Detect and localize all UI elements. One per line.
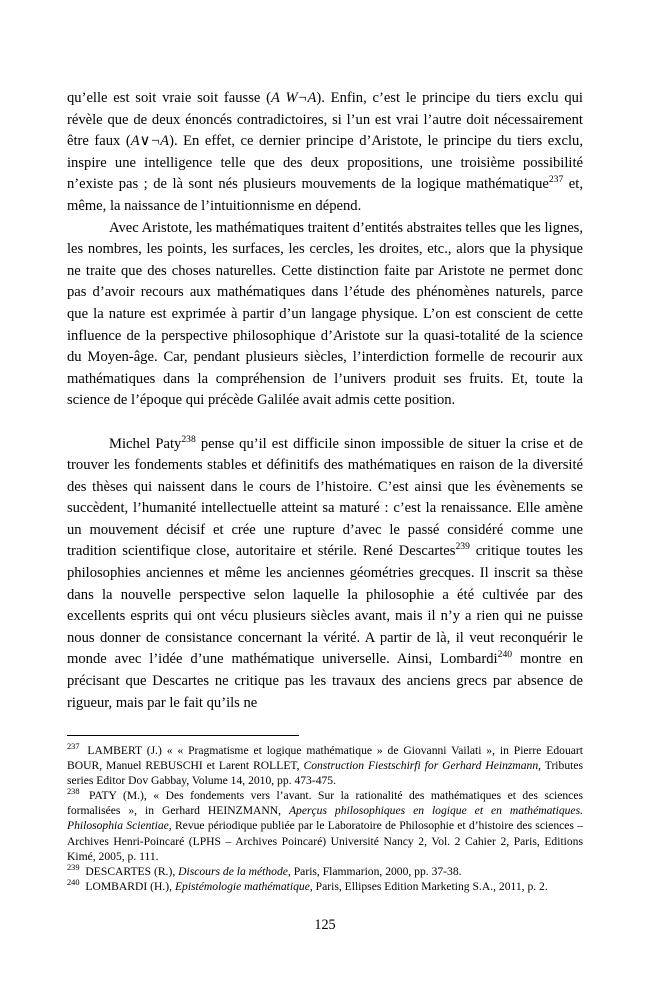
footnote-marker: 240 (67, 877, 80, 887)
body-paragraph (67, 88, 583, 218)
footnote-reference[interactable]: 237 (548, 174, 564, 186)
text-run: qu’elle est soit vraie soit fausse ( (67, 90, 272, 106)
body-paragraph-list (67, 88, 583, 714)
footnote-separator-rule (67, 735, 299, 736)
body-paragraph (67, 218, 583, 412)
text-run: montre en précisant que Descartes ne critique pas les travaux des anciens grecs par absence de rigueur, mais par le fait qu’ils ne (67, 651, 583, 711)
text-run: ). En effet, ce dernier principe d’Aristote, le principe du tiers exclu, inspire une intelligence telle que des deux propositions, une troisième possibilité n’existe pas ; de là sont nés plusieurs mouvements de la logique mathématique (67, 133, 583, 193)
text-run: et, même, la naissance de l’intuitionnisme en dépend. (67, 176, 583, 214)
footnote-reference[interactable]: 240 (497, 649, 513, 661)
text-run: Avec Aristote, les mathématiques traitent d’entités abstraites telles que les lignes, les nombres, les points, les surfaces, les cercles, les droites, etc., alors que la physique ne traite que des choses naturelles. Cette distinction faite par Aristote ne permet donc pas d’avoir recours aux mathématiques dans l’étude des phénomènes naturels, parce que la nature est exprimée à partir d’un langage physique. L’on est conscient de cette influence de la perspective philosophique d’Aristote sur la quasi-totalité de la science du Moyen-âge. Car, pendant plusieurs siècles, l’interdiction formelle de recourir aux mathématiques dans la compréhension de l’univers produit ses fruits. Et, toute la science de l’époque qui précède Galilée avait admis cette position. (67, 219, 583, 409)
text-run: LOMBARDI (H.), (82, 879, 175, 893)
footnote-marker: 237 (67, 742, 80, 752)
footnote-item (67, 864, 583, 879)
footnote-marker: 238 (67, 787, 80, 797)
footnotes-section (67, 735, 583, 894)
italic-title: Construction Fiestschirfi for Gerhard Heinzmann (303, 759, 539, 773)
body-paragraph (67, 434, 583, 715)
text-run: LAMBERT (J.) « « Pragmatisme et logique mathématique » de Giovanni Vailati », in Pierre Edouart BOUR, Manuel REBUSCHI et Larent ROLLET, (67, 744, 583, 773)
text-run: , Revue périodique publiée par le Laboratoire de Philosophie et d’histoire des sciences – Archives Henri-Poincaré (LPHS – Archives Poincaré) Université Nancy 2, Vol. 2 Cahier 2, Paris, Editions Kimé, 2005, p. 111. (67, 819, 583, 863)
italic-title: Epistémologie mathématique (174, 879, 310, 893)
footnote-item (67, 879, 583, 894)
footnote-reference[interactable]: 238 (181, 433, 196, 445)
text-run: , Tributes series Editor Dov Gabbay, Volume 14, 2010, pp. 473-475. (67, 759, 583, 788)
footnote-item (67, 788, 583, 863)
logic-formula: A W¬A (271, 90, 317, 106)
text-run: DESCARTES (R.), (82, 864, 179, 878)
text-run: ). Enfin, c’est le principe du tiers exclu qui révèle que de deux énoncés contradictoires, si l’un est vrai l’autre doit nécessairement être faux ( (67, 90, 583, 150)
text-run: , Paris, Ellipses Edition Marketing S.A., 2011, p. 2. (309, 879, 548, 893)
page-number: 125 (314, 917, 336, 933)
italic-title: Aperçus philosophiques en logique et en mathématiques. Philosophia Scientiae (67, 804, 583, 833)
logic-formula: A∨¬A (130, 133, 170, 150)
text-run: critique toutes les philosophies anciennes et même les anciennes géométries grecques. Il inscrit sa thèse dans la nouvelle perspective selon laquelle la philosophie a été cultivée par des excellents esprits qui ont vécu plusieurs siècles avant, mais il n’y a rien qui ne puisse nous donner de consistance concernant la vérité. A partir de là, il veut reconquérir le monde avec l’idée d’une mathématique universelle. Ainsi, Lombardi (67, 543, 583, 668)
text-run: Michel Paty (109, 435, 182, 452)
footnote-marker: 239 (67, 862, 80, 872)
text-run: PATY (M.), « Des fondements vers l’avant. Sur la rationalité des mathématiques et des sciences formalisées », in Gerhard HEINZMANN, (67, 789, 583, 818)
text-run: pense qu’il est difficile sinon impossible de situer la crise et de trouver les fondements stables et définitifs des mathématiques en raison de la diversité des thèses qui naissent dans le cours de l’histoire. C’est ainsi que les évènements se succèdent, l’humanité intellectuelle atteint sa maturé : c’est la renaissance. Elle amène un mouvement décisif et crée une rupture d’avec le passé considéré comme une tradition scientifique close, autoritaire et stérile. René Descartes (67, 435, 583, 560)
body-text-block (67, 88, 583, 714)
text-run: , Paris, Flammarion, 2000, pp. 37-38. (287, 864, 462, 878)
footnote-list (67, 743, 583, 894)
footnote-reference[interactable]: 239 (455, 541, 470, 553)
italic-title: Discours de la méthode (178, 864, 288, 878)
footnote-item (67, 743, 583, 788)
